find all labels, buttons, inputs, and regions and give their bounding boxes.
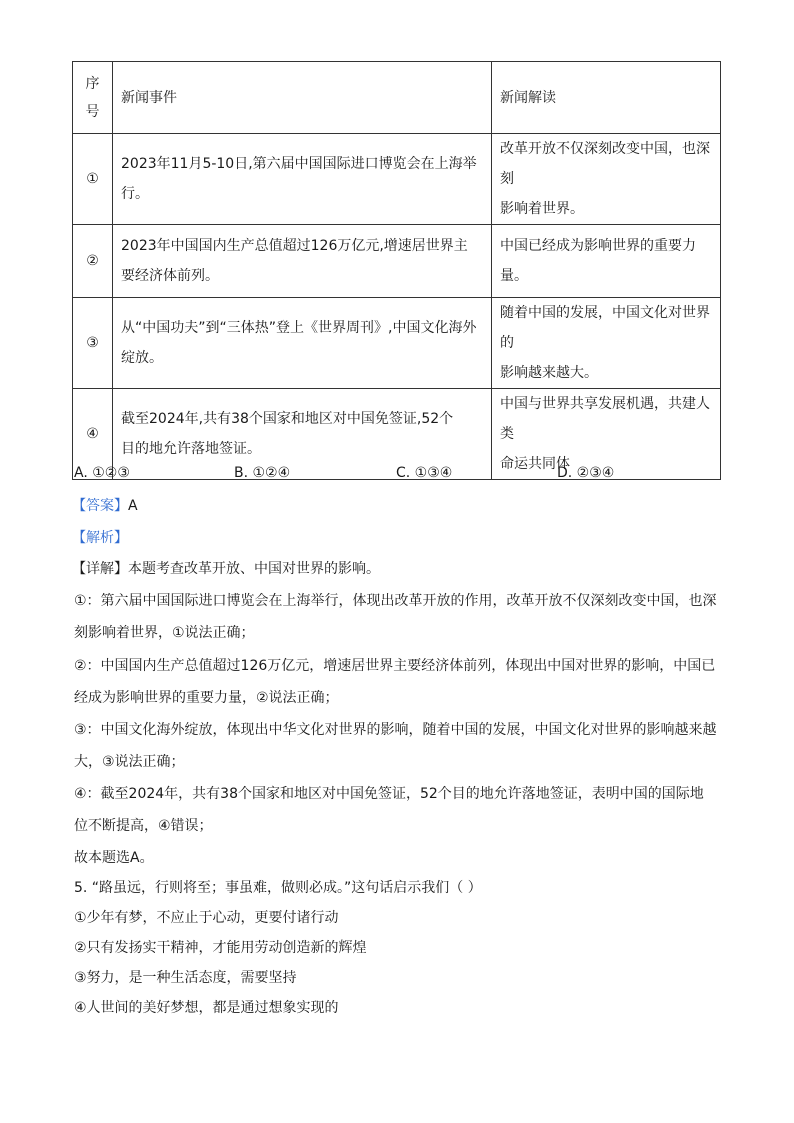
interpretation-line: 中国与世界共享发展机遇，共建人类 <box>500 396 710 442</box>
explanation-line: ②：中国国内生产总值超过126万亿元，增速居世界主要经济体前列，体现出中国对世界的影响，中国已 <box>74 658 716 674</box>
event-line: 2023年11月5-10日,第六届中国国际进口博览会在上海举 <box>121 156 477 172</box>
row-number: ④ <box>73 389 113 480</box>
row-number: ③ <box>73 298 113 389</box>
question-5-item: ①少年有梦，不应止于心动，更要付诸行动 <box>74 910 339 926</box>
row-event <box>113 225 492 298</box>
event-line: 行。 <box>121 186 149 202</box>
event-line: 要经济体前列。 <box>121 268 219 284</box>
detail-tag: 【详解】 <box>72 561 128 577</box>
question-5-item: ④人世间的美好梦想，都是通过想象实现的 <box>74 1000 339 1016</box>
interpretation-line: 影响着世界。 <box>500 201 584 217</box>
option-c: C. ①③④ <box>396 465 453 481</box>
question-5-item: ②只有发扬实干精神，才能用劳动创造新的辉煌 <box>74 940 367 956</box>
conclusion-line: 故本题选A。 <box>74 850 154 866</box>
interpretation-line: 命运共同体 <box>500 456 570 472</box>
option-b: B. ①②④ <box>234 465 291 481</box>
row-interpretation <box>492 298 721 389</box>
option-a: A. ①②③ <box>74 465 130 481</box>
header-number <box>73 62 113 134</box>
row-number: ② <box>73 225 113 298</box>
event-line: 目的地允许落地签证。 <box>121 441 261 457</box>
table-row <box>73 134 721 225</box>
explanation-line: ④：截至2024年，共有38个国家和地区对中国免签证，52个目的地允许落地签证，表明中国的国际地 <box>74 786 704 802</box>
header-number-label: 序号 <box>85 75 100 120</box>
row-interpretation <box>492 225 721 298</box>
row-interpretation <box>492 134 721 225</box>
event-line: 截至2024年,共有38个国家和地区对中国免签证,52个 <box>121 411 454 427</box>
interpretation-line: 影响越来越大。 <box>500 365 598 381</box>
table-row <box>73 225 721 298</box>
row-event <box>113 134 492 225</box>
header-interpretation: 新闻解读 <box>492 62 721 134</box>
row-number: ① <box>73 134 113 225</box>
explanation-line: ③：中国文化海外绽放，体现出中华文化对世界的影响，随着中国的发展，中国文化对世界的影响越来越 <box>74 722 717 738</box>
row-event <box>113 298 492 389</box>
event-line: 绽放。 <box>121 350 163 366</box>
interpretation-line: 中国已经成为影响世界的重要力量。 <box>500 238 696 284</box>
answer-value: A <box>128 498 138 514</box>
header-event: 新闻事件 <box>113 62 492 134</box>
question-5-stem: 5. “路虽远，行则将至；事虽难，做则必成。”这句话启示我们（ ） <box>74 880 482 896</box>
analysis-line <box>72 527 128 549</box>
table-row <box>73 298 721 389</box>
interpretation-line: 改革开放不仅深刻改变中国，也深刻 <box>500 141 710 187</box>
explanation-line: 大，③说法正确； <box>74 754 185 770</box>
news-table <box>72 61 721 480</box>
explanation-line: 刻影响着世界，①说法正确； <box>74 625 255 641</box>
answer-tag: 【答案】 <box>72 498 128 514</box>
explanation-line: 经成为影响世界的重要力量，②说法正确； <box>74 690 339 706</box>
question-5-item: ③努力，是一种生活态度，需要坚持 <box>74 970 297 986</box>
table-header-row <box>73 62 721 134</box>
explanation-line: ①：第六届中国国际进口博览会在上海举行，体现出改革开放的作用，改革开放不仅深刻改变中国，也深 <box>74 593 717 609</box>
option-d: D. ②③④ <box>557 465 615 481</box>
detail-text: 本题考查改革开放、中国对世界的影响。 <box>128 561 380 577</box>
event-line: 从“中国功夫”到“三体热”登上《世界周刊》,中国文化海外 <box>121 320 477 336</box>
answer-options <box>74 465 734 487</box>
event-line: 2023年中国国内生产总值超过126万亿元,增速居世界主 <box>121 238 468 254</box>
interpretation-line: 随着中国的发展，中国文化对世界的 <box>500 305 710 351</box>
analysis-tag: 【解析】 <box>72 530 128 546</box>
answer-line <box>72 495 138 517</box>
detail-line <box>72 558 380 580</box>
explanation-line: 位不断提高，④错误； <box>74 818 213 834</box>
